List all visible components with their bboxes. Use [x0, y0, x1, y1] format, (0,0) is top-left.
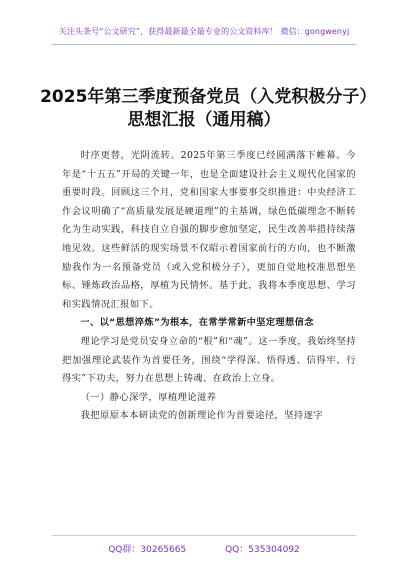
subsection-1-paragraph: 我把原原本本研读党的创新理论作为首要途径，坚持逐字: [80, 410, 324, 422]
intro-paragraph: 时序更替，光阴流转。2025年第三季度已经圆满落下帷幕。今年是“十五五”开局的关键一年，也是全面建设社会主义现代化国家的重要时段。回顾这三个月，党和国家大事要事交织推进：中央经济工作会议明确了“高质量发展是硬道理”的主基调，绿色低碳理念不断转化为生动实践，科技自立自强的脚步愈加坚定，民生改善举措持续落地见效。这些鲜活的现实场景不仅昭示着国家前行的方向，也不断激励我作为一名预备党员（或入党积极分子），更加自觉地校准思想坐标、锤炼政治品格，厚植为民情怀。基于此，我将本季度思想、学习和实践情况汇报如下。: [62, 150, 356, 310]
header-divider: [52, 44, 356, 45]
footer-qq: QQ：535304092: [225, 545, 300, 555]
header-promo-text: 关注头条号“公文研究”，获得最新最全最专业的公文资料库！ 微信：gongwenyj: [58, 27, 350, 36]
footer-qq-group: QQ群：30265665: [108, 545, 187, 555]
section-1-paragraph: 理论学习是党员安身立命的“根”和“魂”。这一季度，我始终坚持把加强理论武装作为首要任务，围绕“学得深、悟得透、信得牢、行得实”下功夫，努力在思想上铸魂、在政治上立身。: [62, 335, 356, 385]
footer-divider: [52, 535, 356, 536]
document-title: 2025年第三季度预备党员（入党积极分子）思想汇报（通用稿）: [40, 87, 368, 130]
footer-contact: [0, 542, 408, 555]
section-heading-1: 一、以“思想淬炼”为根本，在常学常新中坚定理想信念: [80, 317, 314, 329]
document-body: [62, 147, 356, 426]
subsection-heading-1: （一）静心深学，厚植理论滋养: [80, 391, 217, 403]
